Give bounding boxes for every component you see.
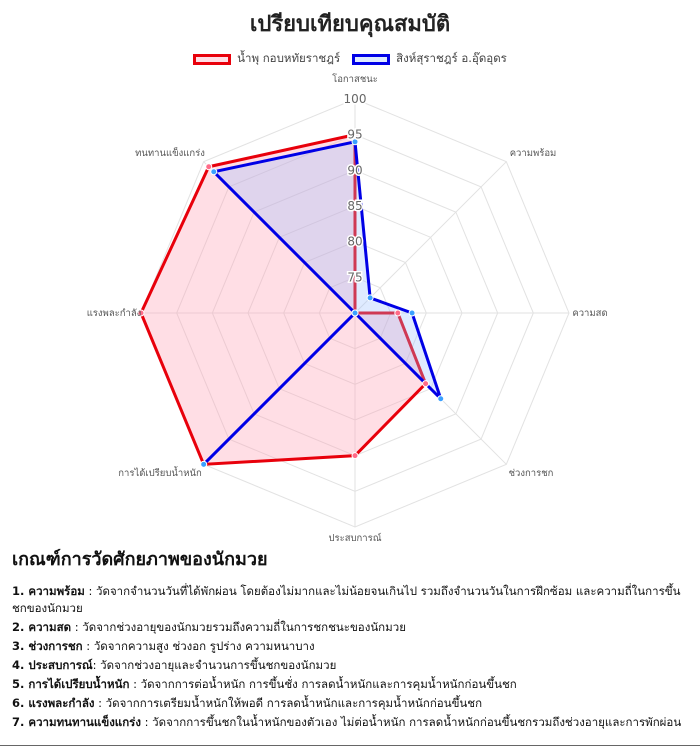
radial-tick-label: 100 [343, 92, 367, 106]
data-point [352, 453, 358, 459]
data-point [409, 310, 415, 316]
axis-label: ความพร้อม [509, 148, 557, 159]
radial-tick-label: 80 [347, 234, 363, 249]
axis-label: ทนทานแข็งแกร่ง [135, 148, 205, 159]
criteria-list [12, 583, 692, 731]
criteria-item-number: 1. [12, 584, 25, 598]
data-point [206, 164, 212, 170]
chart-title: เปรียบเทียบคุณสมบัติ [249, 12, 451, 37]
criteria-item-term: ช่วงการชก [28, 639, 83, 653]
criteria-item-number: 4. [12, 658, 25, 672]
criteria-item-text: : วัดจากช่วงอายุของนักมวยรวมถึงความถี่ในการชกชนะของนักมวย [71, 620, 406, 634]
axis-label: แรงพละกำลัง [86, 308, 142, 319]
data-point [367, 295, 373, 301]
criteria-item-term: ประสบการณ์ [28, 658, 93, 672]
radial-tick-label: 85 [347, 199, 363, 213]
data-point [352, 310, 358, 316]
data-point [423, 381, 429, 387]
radial-tick-label: 90 [347, 163, 363, 178]
criteria-item-term: การได้เปรียบน้ำหนัก [28, 677, 130, 691]
criteria-item-term: ความสด [28, 620, 72, 634]
criteria-item-text: : วัดจากความสูง ช่วงอก รูปร่าง ความหนาบาง [82, 639, 315, 653]
criteria-item-number: 3. [12, 639, 25, 653]
data-point [438, 396, 444, 402]
criteria-item [12, 676, 692, 693]
data-point [201, 461, 207, 467]
grid-spoke [355, 162, 506, 313]
criteria-item-term: ความทนทานแข็งแกร่ง [28, 715, 141, 729]
criteria-heading: เกณฑ์การวัดศักยภาพของนักมวย [12, 549, 268, 570]
criteria-item-text: : วัดจากจำนวนวันที่ได้พักผ่อน โดยต้องไม่มากและไม่น้อยจนเกินไป รวมถึงจำนวนวันในการฝึกซ้อม และความถี่ในการขึ้นชกของนักมวย [12, 584, 681, 615]
data-point [395, 310, 401, 316]
criteria-item-number: 6. [12, 696, 25, 710]
data-point [211, 169, 217, 175]
criteria-item-text: : วัดจากการเตรียมน้ำหนักให้พอดี การลดน้ำหนักและการคุมน้ำหนักก่อนขึ้นชก [94, 696, 483, 710]
criteria-item [12, 695, 692, 712]
radial-tick-label: 95 [347, 127, 363, 142]
criteria-item-text: : วัดจากการต่อน้ำหนัก การขึ้นชั่ง การลดน้ำหนักและการคุมน้ำหนักก่อนขึ้นชก [129, 677, 517, 691]
legend-label-series-2: สิงห์สุราชฎร์ อ.อุ๊ดอุดร [396, 51, 507, 65]
radial-tick-label: 75 [347, 270, 363, 285]
criteria-item [12, 714, 692, 731]
legend-label-series-1: น้ำพุ กอบหทัยราชฎร์ [237, 51, 341, 65]
axis-label: ช่วงการชก [508, 468, 554, 479]
criteria-item-term: ความพร้อม [28, 584, 85, 598]
axis-label: โอกาสชนะ [332, 74, 378, 85]
criteria-item [12, 638, 692, 655]
criteria-item [12, 619, 692, 636]
criteria-item-number: 2. [12, 620, 25, 634]
criteria-item-term: แรงพละกำลัง [28, 696, 95, 710]
axis-label: ประสบการณ์ [328, 533, 382, 544]
criteria-item-text: : วัดจากช่วงอายุและจำนวนการขึ้นชกของนักมวย [92, 658, 337, 672]
criteria-item-text: : วัดจากการขึ้นชกในน้ำหนักของตัวเอง ไม่ต่อน้ำหนัก การลดน้ำหนักก่อนขึ้นชกรวมถึงช่วงอายุและการพักผ่อน [140, 715, 682, 729]
criteria-item [12, 657, 692, 674]
criteria-item-number: 7. [12, 715, 25, 729]
criteria-item-number: 5. [12, 677, 25, 691]
criteria-section [12, 544, 692, 733]
criteria-item [12, 583, 692, 617]
axis-label: ความสด [572, 308, 608, 319]
axis-label: การได้เปรียบน้ำหนัก [118, 468, 202, 479]
